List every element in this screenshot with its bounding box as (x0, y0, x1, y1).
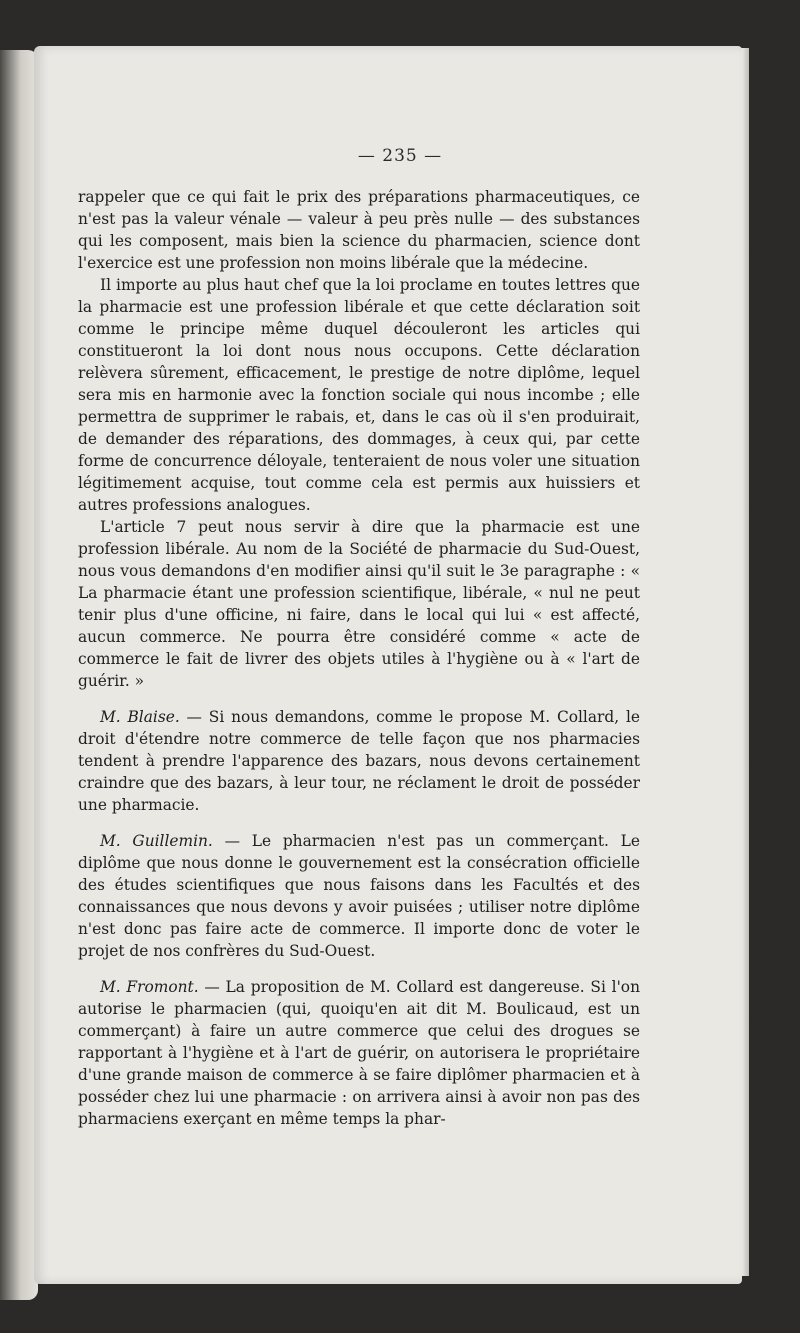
intervention-text: — La proposition de M. Collard est dangereuse. Si l'on autorise le pharmacien (qui, quoiqu'en ait dit M. Boulicaud, est un commerçant) à faire un autre commerce que celui des drogues se rapportant à l'hygiène et à l'art de guérir, on autorisera le propriétaire d'une grande maison de commerce à se faire diplômer pharmacien et à posséder chez lui une pharmacie : on arrivera ainsi à avoir non pas des pharmaciens exerçant en même temps la phar- (78, 978, 640, 1128)
intervention-blaise (78, 706, 640, 816)
speaker-name: M. Blaise. (100, 708, 180, 726)
body-text (78, 186, 640, 1130)
paragraph: rappeler que ce qui fait le prix des préparations pharmaceutiques, ce n'est pas la valeur vénale — valeur à peu près nulle — des substances qui les composent, mais bien la science du pharmacien, science dont l'exercice est une profession non moins libérale que la médecine. (78, 188, 640, 272)
facing-page-edge (0, 50, 38, 1300)
intervention-text: — Le pharmacien n'est pas un commerçant. Le diplôme que nous donne le gouvernement est la consécration officielle des études scientifiques que nous faisons dans les Facultés et des connaissances que nous devons y avoir puisées ; utiliser notre diplôme n'est donc pas faire acte de commerce. Il importe donc de voter le projet de nos confrères du Sud-Ouest. (78, 832, 640, 960)
intervention-text: — Si nous demandons, comme le propose M. Collard, le droit d'étendre notre commerce de telle façon que nos pharmacies tendent à prendre l'apparence des bazars, nous devons certainement craindre que des bazars, à leur tour, ne réclament le droit de posséder une pharmacie. (78, 708, 640, 814)
page-number: — 235 — (357, 146, 443, 166)
speaker-name: M. Guillemin. (100, 832, 213, 850)
intervention-fromont (78, 976, 640, 1130)
paragraph: L'article 7 peut nous servir à dire que la pharmacie est une profession libérale. Au nom de la Société de pharmacie du Sud-Ouest, nous vous demandons d'en modifier ainsi qu'il suit le 3e paragraphe : « La pharmacie étant une profession scientifique, libérale, « nul ne peut tenir plus d'une officine, ni faire, dans le local qui lui « est affecté, aucun commerce. Ne pourra être considéré comme « acte de commerce le fait de livrer des objets utiles à l'hygiène ou à « l'art de guérir. » (78, 518, 640, 690)
intervention-guillemin (78, 830, 640, 962)
paragraph: Il importe au plus haut chef que la loi proclame en toutes lettres que la pharmacie est une profession libérale et que cette déclaration soit comme le principe même duquel découleront les articles qui constitueront la loi dont nous nous occupons. Cette déclaration relèvera sûrement, efficacement, le prestige de notre diplôme, lequel sera mis en harmonie avec la fonction sociale qui nous incombe ; elle permettra de supprimer le rabais, et, dans le cas où il s'en produirait, de demander des réparations, des dommages, à ceux qui, par cette forme de concurrence déloyale, tenteraient de nous voler une situation légitimement acquise, tout comme cela est permis aux huissiers et autres professions analogues. (78, 276, 640, 514)
speaker-name: M. Fromont. (100, 978, 199, 996)
